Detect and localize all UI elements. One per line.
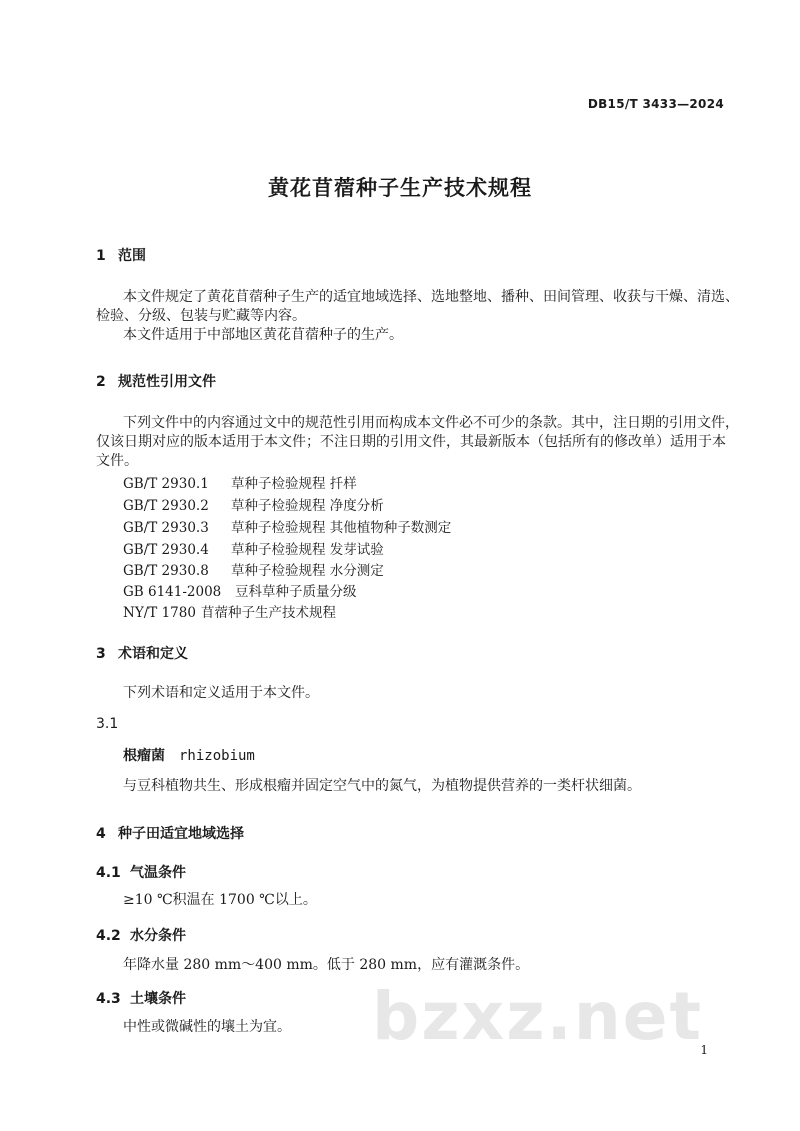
paragraph-line: 下列文件中的内容通过文中的规范性引用而构成本文件必不可少的条款。其中，注日期的引用文件， <box>123 415 739 431</box>
reference-code: GB/T 2930.2 <box>123 498 209 514</box>
reference-item <box>123 472 357 492</box>
reference-name: 草种子检验规程 水分测定 <box>231 563 384 579</box>
reference-item <box>123 580 357 600</box>
paragraph-line: 本文件规定了黄花苜蓿种子生产的适宜地域选择、选地整地、播种、田间管理、收获与干燥、清选、 <box>123 289 739 305</box>
term-number: 3.1 <box>96 716 119 732</box>
page-number: 1 <box>700 1043 708 1057</box>
section-number: 3 <box>96 646 106 662</box>
reference-code: GB/T 2930.3 <box>123 520 209 536</box>
reference-name: 苜蓿种子生产技术规程 <box>201 605 336 621</box>
reference-item <box>123 559 384 579</box>
reference-item <box>123 516 451 536</box>
paragraph-line: ≥10 ℃积温在 1700 ℃以上。 <box>123 892 317 908</box>
subsection-title: 气温条件 <box>130 865 186 881</box>
reference-code: GB 6141-2008 <box>123 584 222 600</box>
paragraph-line: 仅该日期对应的版本适用于本文件；不注日期的引用文件，其最新版本（包括所有的修改单）适用于本 <box>96 434 726 450</box>
term-definition: 与豆科植物共生、形成根瘤并固定空气中的氮气，为植物提供营养的一类杆状细菌。 <box>123 778 641 794</box>
document-title: 黄花苜蓿种子生产技术规程 <box>268 176 532 200</box>
paragraph-line: 检验、分级、包装与贮藏等内容。 <box>96 308 306 324</box>
subsection-number: 4.3 <box>96 991 121 1007</box>
section-2-heading <box>96 371 216 391</box>
section-number: 1 <box>96 248 106 264</box>
reference-name: 草种子检验规程 其他植物种子数测定 <box>231 520 452 536</box>
reference-item <box>123 601 336 621</box>
reference-code: GB/T 2930.1 <box>123 476 209 492</box>
reference-code: GB/T 2930.8 <box>123 563 209 579</box>
reference-name: 草种子检验规程 扦样 <box>231 476 357 492</box>
subsection-title: 水分条件 <box>130 928 186 944</box>
subsection-4-1-heading <box>96 862 186 882</box>
paragraph-line: 年降水量 280 mm～400 mm。低于 280 mm，应有灌溉条件。 <box>123 957 530 973</box>
subsection-number: 4.2 <box>96 928 121 944</box>
section-title: 术语和定义 <box>118 646 188 662</box>
paragraph-line: 中性或微碱性的壤土为宜。 <box>123 1019 291 1035</box>
section-title: 范围 <box>118 248 146 264</box>
paragraph-line: 下列术语和定义适用于本文件。 <box>123 685 319 701</box>
section-number: 2 <box>96 374 106 390</box>
section-3-heading <box>96 643 188 663</box>
subsection-4-3-heading <box>96 988 186 1008</box>
subsection-title: 土壤条件 <box>130 991 186 1007</box>
paragraph-line: 文件。 <box>96 453 138 469</box>
section-4-heading <box>96 823 244 843</box>
reference-name: 豆科草种子质量分级 <box>235 584 357 600</box>
reference-item <box>123 538 384 558</box>
term-english: rhizobium <box>179 748 255 764</box>
document-number: DB15/T 3433—2024 <box>587 97 724 111</box>
paragraph-line: 本文件适用于中部地区黄花苜蓿种子的生产。 <box>123 327 403 343</box>
reference-name: 草种子检验规程 发芽试验 <box>231 542 384 558</box>
reference-item <box>123 494 384 514</box>
section-title: 规范性引用文件 <box>118 374 216 390</box>
section-1-heading <box>96 245 146 265</box>
reference-name: 草种子检验规程 净度分析 <box>231 498 384 514</box>
section-number: 4 <box>96 826 106 842</box>
term-chinese: 根瘤菌 <box>123 748 165 764</box>
reference-code: NY/T 1780 <box>123 605 196 621</box>
section-title: 种子田适宜地域选择 <box>118 826 244 842</box>
reference-code: GB/T 2930.4 <box>123 542 209 558</box>
watermark: bzxz.net <box>372 978 704 1055</box>
term-heading <box>123 745 255 765</box>
subsection-number: 4.1 <box>96 865 121 881</box>
subsection-4-2-heading <box>96 925 186 945</box>
